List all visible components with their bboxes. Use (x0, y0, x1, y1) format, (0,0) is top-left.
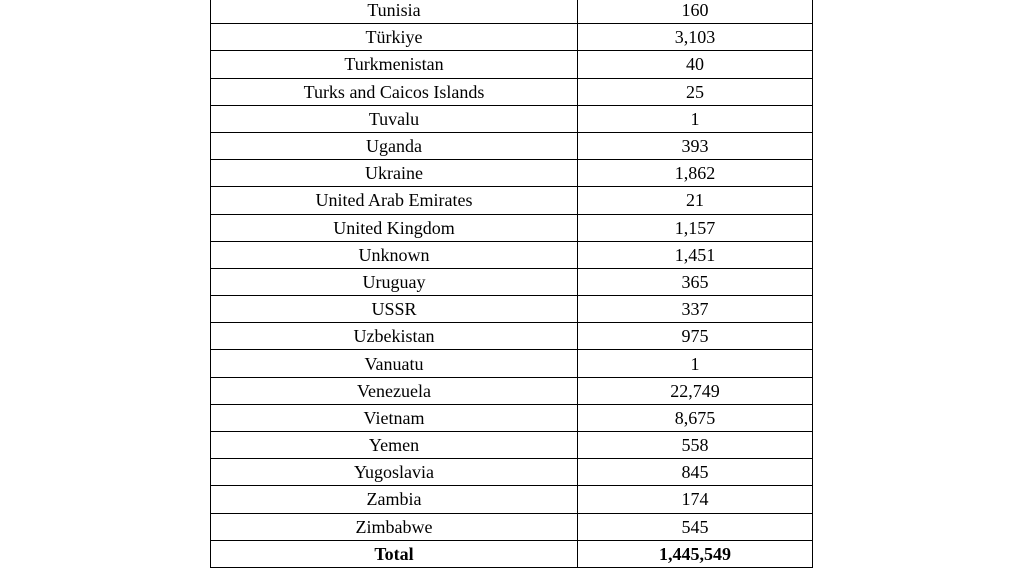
country-cell: Uganda (211, 132, 578, 159)
value-cell: 1,157 (578, 214, 813, 241)
country-cell: Yemen (211, 432, 578, 459)
value-cell: 1 (578, 105, 813, 132)
country-cell: Unknown (211, 241, 578, 268)
country-cell: Uzbekistan (211, 323, 578, 350)
country-cell: Vietnam (211, 404, 578, 431)
country-cell: United Arab Emirates (211, 187, 578, 214)
country-cell: Tuvalu (211, 105, 578, 132)
country-cell: United Kingdom (211, 214, 578, 241)
table-row (211, 296, 813, 323)
value-cell: 1,862 (578, 160, 813, 187)
country-cell: Yugoslavia (211, 459, 578, 486)
country-cell: Vanuatu (211, 350, 578, 377)
value-cell: 393 (578, 132, 813, 159)
country-cell: Zambia (211, 486, 578, 513)
table-row (211, 160, 813, 187)
value-cell: 545 (578, 513, 813, 540)
value-cell: 25 (578, 78, 813, 105)
total-value: 1,445,549 (578, 540, 813, 567)
total-row (211, 540, 813, 567)
country-cell: Venezuela (211, 377, 578, 404)
value-cell: 3,103 (578, 24, 813, 51)
table-row (211, 486, 813, 513)
value-cell: 174 (578, 486, 813, 513)
country-cell: Uruguay (211, 268, 578, 295)
table-row (211, 323, 813, 350)
country-cell: Türkiye (211, 24, 578, 51)
table-row (211, 132, 813, 159)
value-cell: 21 (578, 187, 813, 214)
country-cell: Turkmenistan (211, 51, 578, 78)
value-cell: 22,749 (578, 377, 813, 404)
country-cell: Zimbabwe (211, 513, 578, 540)
value-cell: 845 (578, 459, 813, 486)
value-cell: 1 (578, 350, 813, 377)
value-cell: 365 (578, 268, 813, 295)
table-row (211, 404, 813, 431)
value-cell: 337 (578, 296, 813, 323)
table-row (211, 187, 813, 214)
table-row (211, 377, 813, 404)
value-cell: 1,451 (578, 241, 813, 268)
value-cell: 975 (578, 323, 813, 350)
value-cell: 558 (578, 432, 813, 459)
table-row (211, 0, 813, 24)
table-row (211, 513, 813, 540)
table-row (211, 459, 813, 486)
total-label: Total (211, 540, 578, 567)
country-cell: Turks and Caicos Islands (211, 78, 578, 105)
value-cell: 40 (578, 51, 813, 78)
table-row (211, 105, 813, 132)
table-row (211, 432, 813, 459)
table-row (211, 214, 813, 241)
table-row (211, 350, 813, 377)
value-cell: 160 (578, 0, 813, 24)
country-cell: USSR (211, 296, 578, 323)
country-cell: Tunisia (211, 0, 578, 24)
table-row (211, 78, 813, 105)
country-count-table (210, 0, 813, 568)
table-row (211, 241, 813, 268)
table-row (211, 51, 813, 78)
table-row (211, 24, 813, 51)
table-row (211, 268, 813, 295)
value-cell: 8,675 (578, 404, 813, 431)
country-cell: Ukraine (211, 160, 578, 187)
